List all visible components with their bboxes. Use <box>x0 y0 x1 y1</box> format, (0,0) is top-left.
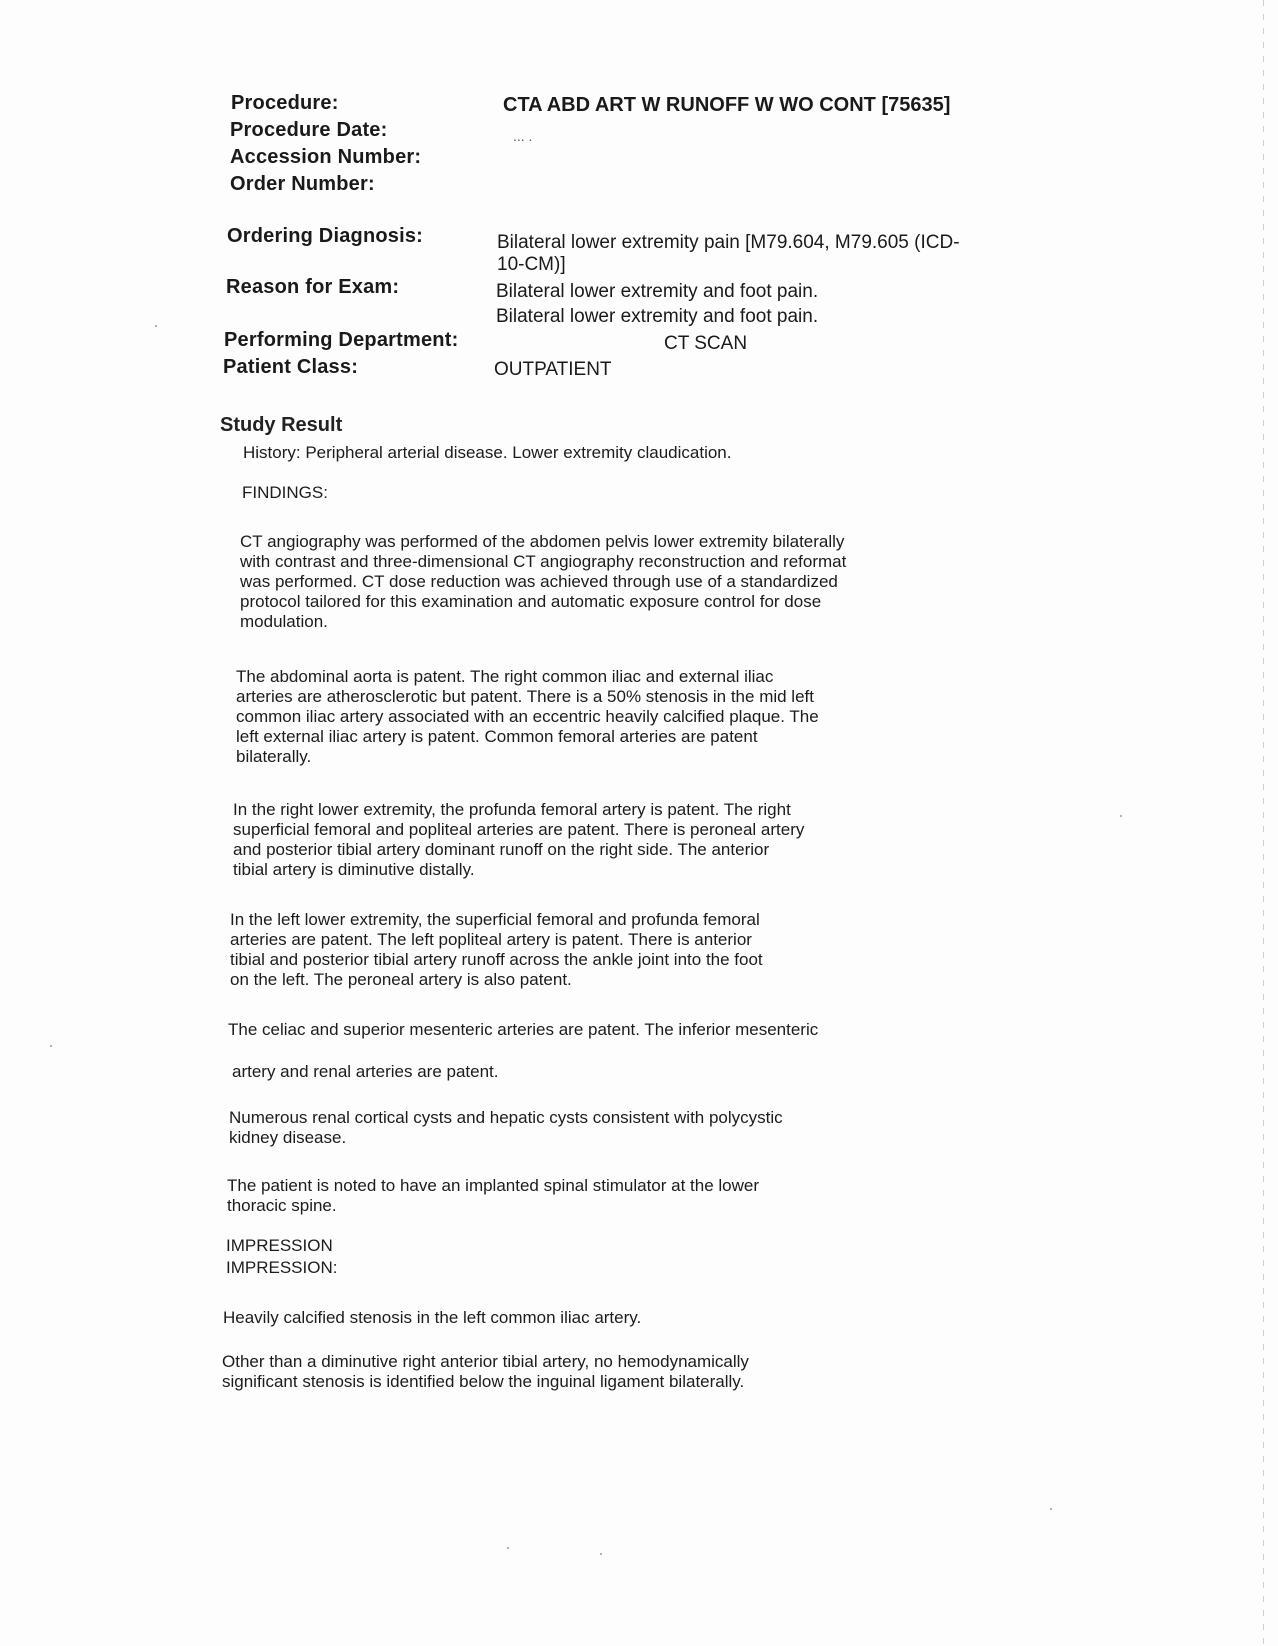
impression-item-2: Other than a diminutive right anterior tibial artery, no hemodynamically significant stenosis is identified below the inguinal ligament bilaterally. <box>222 1352 749 1391</box>
study-result-title: Study Result <box>220 414 343 436</box>
findings-heading: FINDINGS: <box>242 483 328 502</box>
findings-paragraph-mesenteric-line2: artery and renal arteries are patent. <box>232 1062 499 1081</box>
ordering-diagnosis-value-line1: Bilateral lower extremity pain [M79.604, M79.605 (ICD- <box>497 232 960 253</box>
scan-speck <box>1120 815 1122 817</box>
procedure-date-value: ... . <box>513 128 533 144</box>
performing-department-value: CT SCAN <box>664 333 748 354</box>
order-number-label: Order Number: <box>230 173 375 195</box>
findings-paragraph-cysts: Numerous renal cortical cysts and hepatic cysts consistent with polycystic kidney disease. <box>229 1108 783 1147</box>
findings-paragraph-aorta-iliac: The abdominal aorta is patent. The right common iliac and external iliac arteries are atherosclerotic but patent. There is a 50% stenosis in the mid left common iliac artery associated with an eccentric heavily calcified plaque. The left external iliac artery is patent. Common femoral arteries are patent bilaterally. <box>236 667 819 766</box>
findings-paragraph-right-leg: In the right lower extremity, the profunda femoral artery is patent. The right superficial femoral and popliteal arteries are patent. There is peroneal artery and posterior tibial artery dominant runoff on the right side. The anterior tibial artery is diminutive distally. <box>233 800 805 879</box>
impression-item-1: Heavily calcified stenosis in the left common iliac artery. <box>223 1308 642 1327</box>
impression-heading-colon: IMPRESSION: <box>226 1258 338 1277</box>
scan-speck <box>507 1547 509 1549</box>
procedure-date-label: Procedure Date: <box>230 119 388 141</box>
scan-speck <box>1050 1508 1052 1510</box>
ordering-diagnosis-label: Ordering Diagnosis: <box>227 225 424 247</box>
scan-speck <box>155 325 157 327</box>
scan-speck <box>600 1553 602 1555</box>
findings-paragraph-technique: CT angiography was performed of the abdomen pelvis lower extremity bilaterally with contrast and three-dimensional CT angiography reconstruction and reformat was performed. CT dose reduction was achieved through use of a standardized protocol tailored for this examination and automatic exposure control for dose modulation. <box>240 532 847 631</box>
accession-number-label: Accession Number: <box>230 146 422 168</box>
findings-paragraph-mesenteric-line1: The celiac and superior mesenteric arteries are patent. The inferior mesenteric <box>228 1020 819 1039</box>
performing-department-label: Performing Department: <box>224 329 459 351</box>
scan-edge-artifact <box>1263 0 1264 1646</box>
patient-class-label: Patient Class: <box>223 356 359 378</box>
reason-for-exam-label: Reason for Exam: <box>226 276 400 298</box>
procedure-value: CTA ABD ART W RUNOFF W WO CONT [75635] <box>503 94 951 116</box>
patient-class-value: OUTPATIENT <box>494 359 612 380</box>
ordering-diagnosis-value-line2: 10-CM)] <box>497 254 566 275</box>
scan-speck <box>50 1045 52 1047</box>
findings-paragraph-stimulator: The patient is noted to have an implanted spinal stimulator at the lower thoracic spine. <box>227 1176 760 1215</box>
findings-paragraph-left-leg: In the left lower extremity, the superficial femoral and profunda femoral arteries are patent. The left popliteal artery is patent. There is anterior tibial and posterior tibial artery runoff across the ankle joint into the foot on the left. The peroneal artery is also patent. <box>230 910 763 989</box>
reason-for-exam-value-line1: Bilateral lower extremity and foot pain. <box>496 281 819 302</box>
reason-for-exam-value-line2: Bilateral lower extremity and foot pain. <box>496 306 819 327</box>
procedure-label: Procedure: <box>231 92 339 114</box>
history-line: History: Peripheral arterial disease. Lower extremity claudication. <box>243 443 732 462</box>
impression-heading: IMPRESSION <box>226 1236 333 1255</box>
